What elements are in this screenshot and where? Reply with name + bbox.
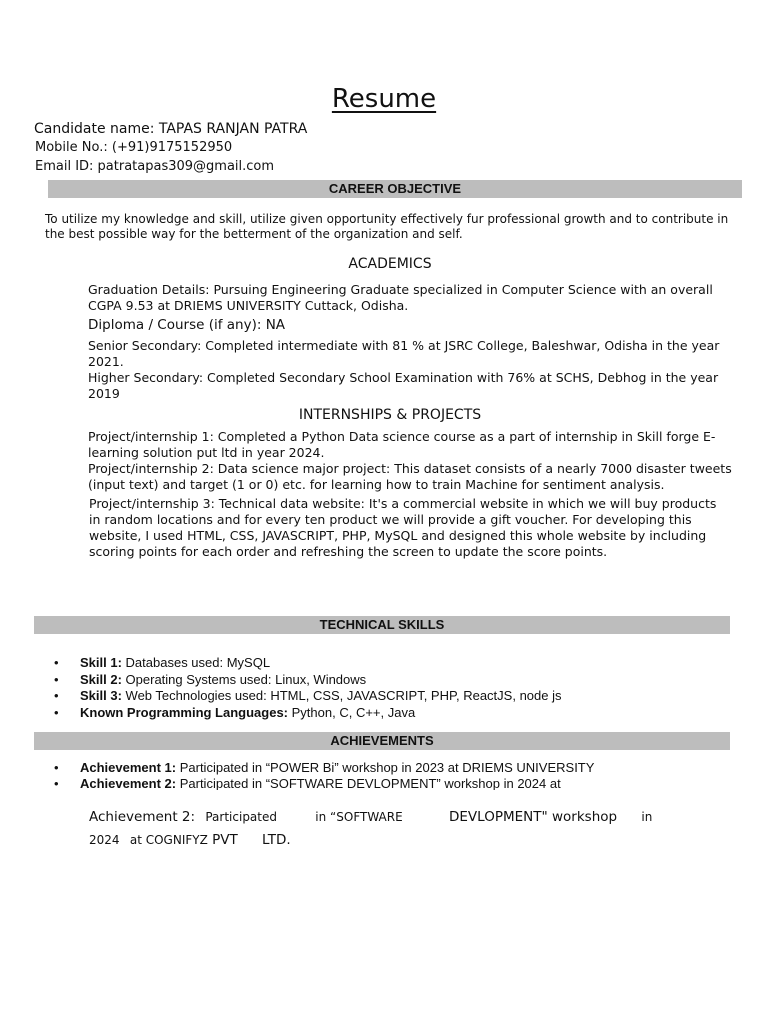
achievement-2-word: Participated — [205, 810, 277, 824]
email-id: Email ID: patratapas309@gmail.com — [35, 159, 275, 174]
achievements-heading: ACHIEVEMENTS — [34, 732, 730, 750]
candidate-name: Candidate name: TAPAS RANJAN PATRA — [34, 121, 308, 137]
achievement-2-word: at COGNIFYZ — [129, 833, 208, 847]
project-1: Project/internship 1: Completed a Python Data science course as a part of internship in Skill forge E-learning solution put ltd in year 2024. — [88, 429, 716, 460]
senior-secondary: Senior Secondary: Completed intermediate with 81 % at JSRC College, Baleshwar, Odisha in the year 2021. — [88, 338, 720, 369]
skills-list — [54, 655, 562, 721]
achievement-text: Participated in “POWER Bi” workshop in 2023 at DRIEMS UNIVERSITY — [179, 760, 595, 775]
higher-secondary: Higher Secondary: Completed Secondary School Examination with 76% at SCHS, Debhog in the year 2019 — [88, 370, 719, 401]
list-item — [54, 760, 754, 776]
achievement-label: Achievement 2: — [80, 775, 177, 790]
achievement-2-repeat — [89, 806, 749, 852]
graduation-details: Graduation Details: Pursuing Engineering Graduate specialized in Computer Science with an overall CGPA 9.53 at DRIEMS UNIVERSITY Cuttack, Odisha. — [88, 282, 713, 313]
achievement-text: Participated in “SOFTWARE DEVLOPMENT” workshop in 2024 at — [179, 775, 561, 790]
skill-label: Skill 1: — [80, 655, 122, 670]
skill-text: Operating Systems used: Linux, Windows — [125, 671, 367, 687]
achievements-list-clip — [54, 760, 754, 790]
career-objective-text: To utilize my knowledge and skill, utilize given opportunity effectively fur professional growth and to contribute in the best possible way for the betterment of the organization and self. — [45, 212, 729, 241]
internships-heading: INTERNSHIPS & PROJECTS — [298, 407, 482, 423]
list-item — [54, 688, 562, 705]
project-2: Project/internship 2: Data science major project: This dataset consists of a nearly 7000 disaster tweets (input text) and target (1 or 0) etc. for learning how to train Machine for sentiment analysis. — [88, 461, 732, 492]
achievement-2-word: in “SOFTWARE — [315, 810, 403, 824]
skill-text: Databases used: MySQL — [125, 655, 271, 670]
achievement-2-word: LTD. — [262, 832, 291, 848]
career-objective-heading: CAREER OBJECTIVE — [48, 180, 742, 198]
achievement-2-word: 2024 — [89, 833, 120, 847]
skill-label: Skill 3: — [80, 688, 122, 703]
academics-heading: ACADEMICS — [348, 256, 432, 272]
achievement-label: Achievement 1: — [80, 760, 177, 775]
diploma-details: Diploma / Course (if any): NA — [88, 317, 286, 333]
achievement-2-word: DEVLOPMENT" workshop — [449, 809, 618, 825]
skill-text: Python, C, C++, Java — [291, 704, 416, 720]
list-item — [54, 705, 562, 722]
achievements-list — [54, 760, 754, 790]
mobile-number: Mobile No.: (+91)9175152950 — [35, 140, 233, 155]
skill-text: Web Technologies used: HTML, CSS, JAVASCRIPT, PHP, ReactJS, node js — [125, 688, 562, 703]
achievement-2-word: Achievement 2: — [89, 809, 196, 825]
achievement-2-word: PVT — [212, 832, 238, 848]
technical-skills-heading: TECHNICAL SKILLS — [34, 616, 730, 634]
skill-label: Known Programming Languages: — [80, 704, 289, 720]
project-3: Project/internship 3: Technical data website: It's a commercial website in which we will buy products in random locations and for every ten product we will provide a gift voucher. For developing this website, I used HTML, CSS, JAVASCRIPT, PHP, MySQL and designed this whole website by including scoring points for each order and refreshing the screen to update the score points. — [89, 496, 717, 559]
resume-title: Resume — [331, 84, 437, 114]
list-item — [54, 776, 754, 791]
achievement-2-word: in — [641, 810, 653, 824]
list-item — [54, 672, 562, 689]
list-item — [54, 655, 562, 672]
skill-label: Skill 2: — [80, 671, 122, 687]
